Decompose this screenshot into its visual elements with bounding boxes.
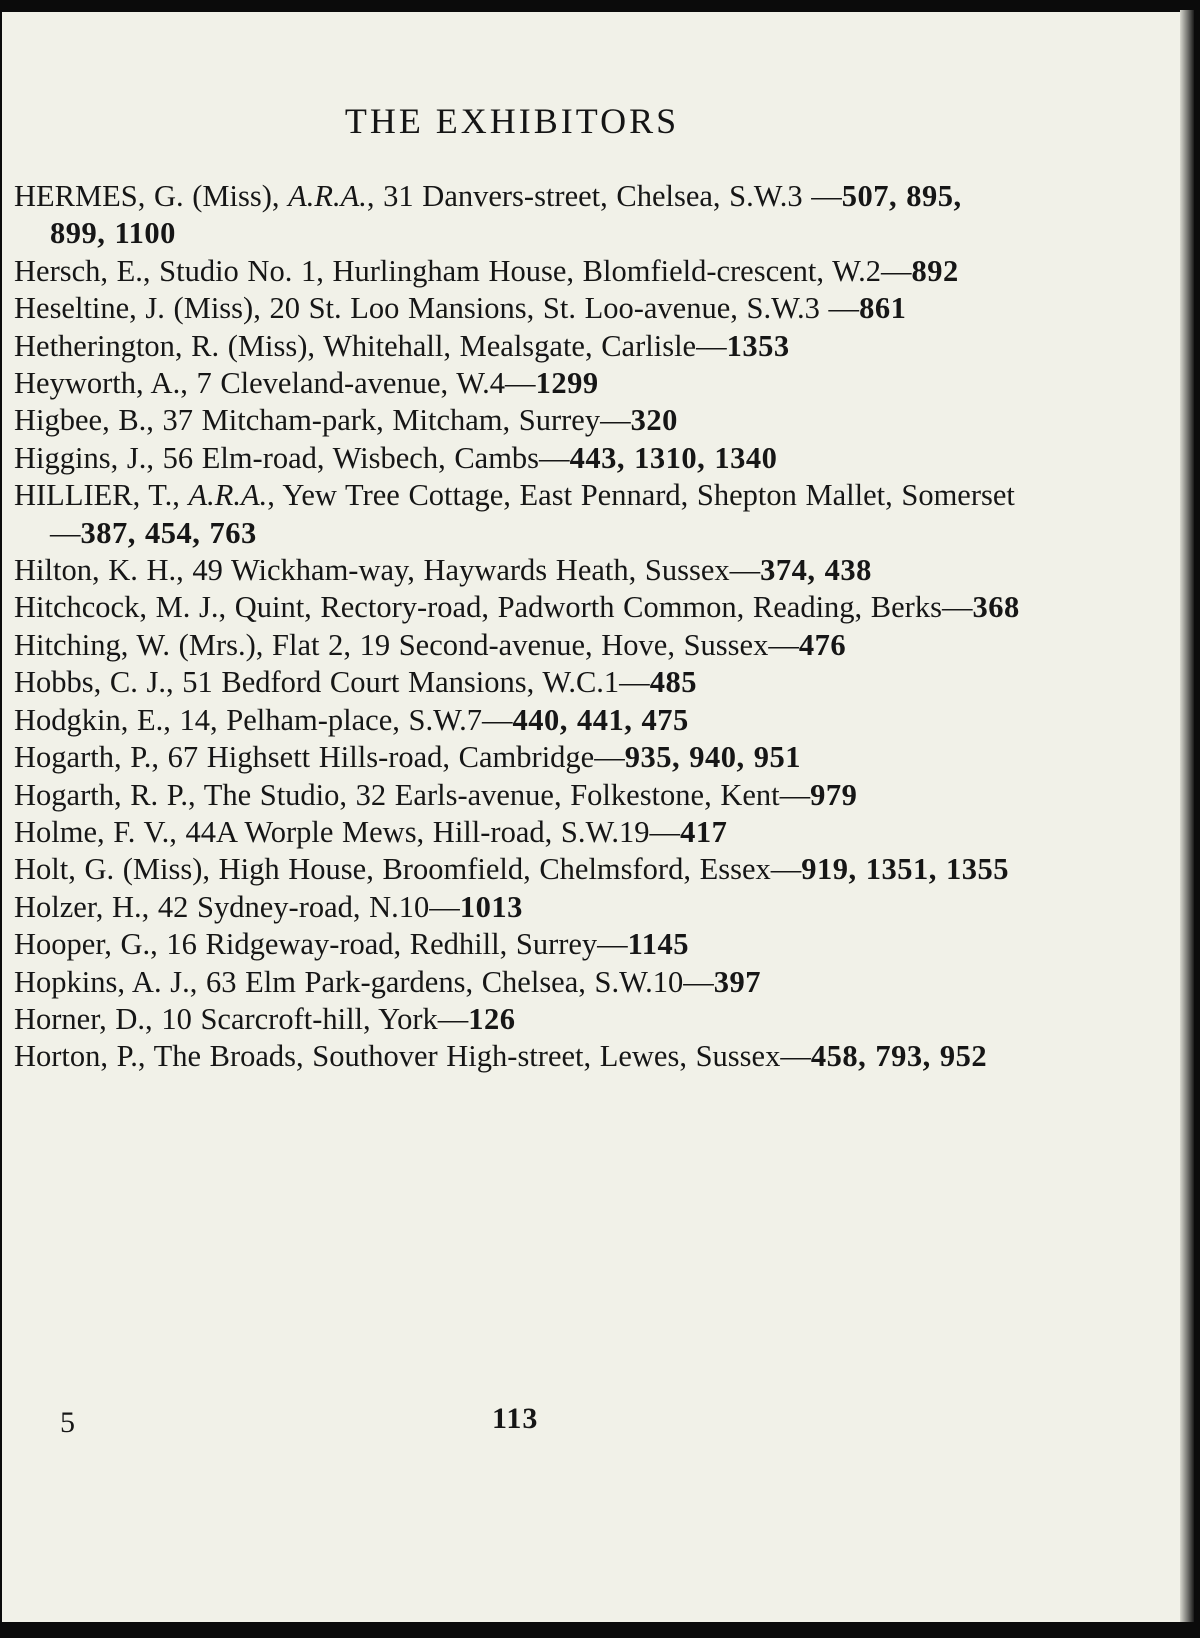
exhibitor-name: Hetherington, R. (Miss), <box>14 328 324 363</box>
exhibitor-address: 7 Cleveland-avenue, W.4— <box>196 366 536 401</box>
exhibitor-address: 44A Worple Mews, Hill-road, S.W.19— <box>185 814 681 849</box>
catalogue-numbers: 919, 1351, 1355 <box>801 852 1009 887</box>
catalogue-numbers: 1353 <box>726 328 790 363</box>
catalogue-numbers: 397 <box>713 964 761 999</box>
exhibitor-address: Whitehall, Mealsgate, Carlisle— <box>323 328 727 363</box>
exhibitor-address: 14, Pelham-place, S.W.7— <box>179 702 513 737</box>
exhibitor-name: Hitching, W. (Mrs.), <box>14 627 273 662</box>
exhibitor-entry <box>14 926 1024 963</box>
catalogue-numbers: 440, 441, 475 <box>512 702 689 737</box>
catalogue-numbers: 935, 940, 951 <box>624 740 801 775</box>
catalogue-numbers: 1299 <box>535 366 599 401</box>
page-edge-shadow <box>1180 10 1194 1622</box>
catalogue-numbers: 979 <box>810 777 858 812</box>
exhibitor-name: Hodgkin, E., <box>14 702 180 737</box>
exhibitor-address: , 31 Danvers-street, Chelsea, S.W.3 — <box>366 179 842 213</box>
exhibitor-name: Horner, D., <box>14 1001 162 1036</box>
exhibitor-address: Flat 2, 19 Second-avenue, Hove, Sussex— <box>272 627 799 662</box>
exhibitor-name: Hooper, G., <box>14 927 167 962</box>
exhibitor-entry <box>14 777 1024 814</box>
exhibitor-address: 20 St. Loo Mansions, St. Loo-avenue, S.W.3 — <box>269 291 860 326</box>
catalogue-numbers: 1013 <box>459 889 523 924</box>
exhibitor-name: Hogarth, R. P., <box>14 777 204 812</box>
exhibitor-name: Higbee, B., <box>14 403 163 438</box>
exhibitor-name: Holt, G. (Miss), <box>14 852 219 887</box>
exhibitor-address: Quint, Rectory-road, Padworth Common, Reading, Berks— <box>234 590 973 625</box>
exhibitor-address: 51 Bedford Court Mansions, W.C.1— <box>182 665 650 700</box>
exhibitor-entry <box>14 964 1024 1001</box>
exhibitor-address: The Broads, Southover High-street, Lewes, Sussex— <box>153 1039 811 1074</box>
exhibitor-entry <box>14 889 1024 926</box>
exhibitor-entry <box>14 627 1024 664</box>
catalogue-numbers: 368 <box>972 590 1020 625</box>
exhibitor-name: Higgins, J., <box>14 440 163 475</box>
catalogue-numbers: 476 <box>798 627 847 662</box>
running-head: THE EXHIBITORS <box>344 101 680 141</box>
exhibitor-name: Holzer, H., <box>14 889 158 924</box>
catalogue-numbers: 458, 793, 952 <box>810 1039 988 1074</box>
exhibitor-entry <box>14 814 1024 851</box>
exhibitor-name: HERMES, G. (Miss), <box>14 179 289 213</box>
exhibitor-name: Hitchcock, M. J., <box>14 590 235 625</box>
exhibitor-address: The Studio, 32 Earls-avenue, Folkestone, Kent— <box>203 777 811 812</box>
exhibitor-entry <box>14 664 1024 701</box>
signature-mark: 5 <box>60 1406 75 1439</box>
catalogue-numbers: 485 <box>649 665 697 700</box>
catalogue-numbers: 374, 438 <box>760 553 872 588</box>
exhibitor-entry <box>14 552 1024 589</box>
exhibitor-address: 16 Ridgeway-road, Redhill, Surrey— <box>166 927 628 962</box>
exhibitor-entry <box>14 477 1024 552</box>
exhibitor-name: Horton, P., <box>14 1039 154 1074</box>
catalogue-numbers: 507, 895, 899, 1100 <box>50 179 962 251</box>
exhibitor-entry <box>14 290 1024 327</box>
exhibitor-name: Heyworth, A., <box>14 366 197 401</box>
exhibitor-name: HILLIER, T., <box>14 478 189 513</box>
exhibitor-entry <box>14 365 1024 402</box>
exhibitor-address: 56 Elm-road, Wisbech, Cambs— <box>162 440 570 475</box>
exhibitor-entry <box>14 253 1024 290</box>
catalogue-numbers: 320 <box>630 403 678 438</box>
exhibitor-entry <box>14 402 1024 439</box>
exhibitor-name: Holme, F. V., <box>14 814 186 849</box>
exhibitor-address: 10 Scarcroft-hill, York— <box>161 1001 469 1036</box>
exhibitor-entry <box>14 178 1024 253</box>
exhibitor-address: 37 Mitcham-park, Mitcham, Surrey— <box>162 403 631 438</box>
exhibitor-name: Hilton, K. H., <box>14 553 193 588</box>
catalogue-page <box>2 12 1188 1622</box>
exhibitor-name: Hersch, E., <box>14 253 160 288</box>
catalogue-numbers: 443, 1310, 1340 <box>569 440 778 475</box>
exhibitor-address: , Yew Tree Cottage, East Pennard, Shepton Mallet, Somerset— <box>50 478 1015 550</box>
exhibitor-address: 67 Highsett Hills-road, Cambridge— <box>167 740 625 775</box>
exhibitor-title: A.R.A. <box>288 179 367 213</box>
exhibitor-title: A.R.A. <box>188 478 268 513</box>
catalogue-numbers: 861 <box>859 291 907 326</box>
catalogue-numbers: 892 <box>911 253 959 288</box>
exhibitor-entry <box>14 1001 1024 1038</box>
exhibitor-entry <box>14 440 1024 477</box>
exhibitor-name: Hobbs, C. J., <box>14 665 183 700</box>
exhibitor-entry <box>14 739 1024 776</box>
page-number: 113 <box>492 1402 539 1435</box>
exhibitor-address: Studio No. 1, Hurlingham House, Blomfield-crescent, W.2— <box>159 253 912 288</box>
catalogue-numbers: 417 <box>680 814 728 849</box>
exhibitor-address: 42 Sydney-road, N.10— <box>157 889 460 924</box>
exhibitor-name: Hogarth, P., <box>14 740 168 775</box>
exhibitor-entry <box>14 328 1024 365</box>
exhibitor-entry <box>14 702 1024 739</box>
catalogue-numbers: 126 <box>468 1001 516 1036</box>
catalogue-numbers: 1145 <box>627 927 689 962</box>
exhibitor-name: Hopkins, A. J., <box>14 964 206 999</box>
exhibitor-entry <box>14 589 1024 626</box>
exhibitor-address: 49 Wickham-way, Haywards Heath, Sussex— <box>192 553 761 588</box>
exhibitor-list <box>14 178 1024 1076</box>
exhibitor-address: High House, Broomfield, Chelmsford, Essex— <box>218 852 802 887</box>
exhibitor-name: Heseltine, J. (Miss), <box>14 291 270 326</box>
exhibitor-entry <box>14 851 1024 888</box>
exhibitor-entry <box>14 1038 1024 1075</box>
catalogue-numbers: 387, 454, 763 <box>80 515 257 550</box>
exhibitor-address: 63 Elm Park-gardens, Chelsea, S.W.10— <box>205 964 714 999</box>
